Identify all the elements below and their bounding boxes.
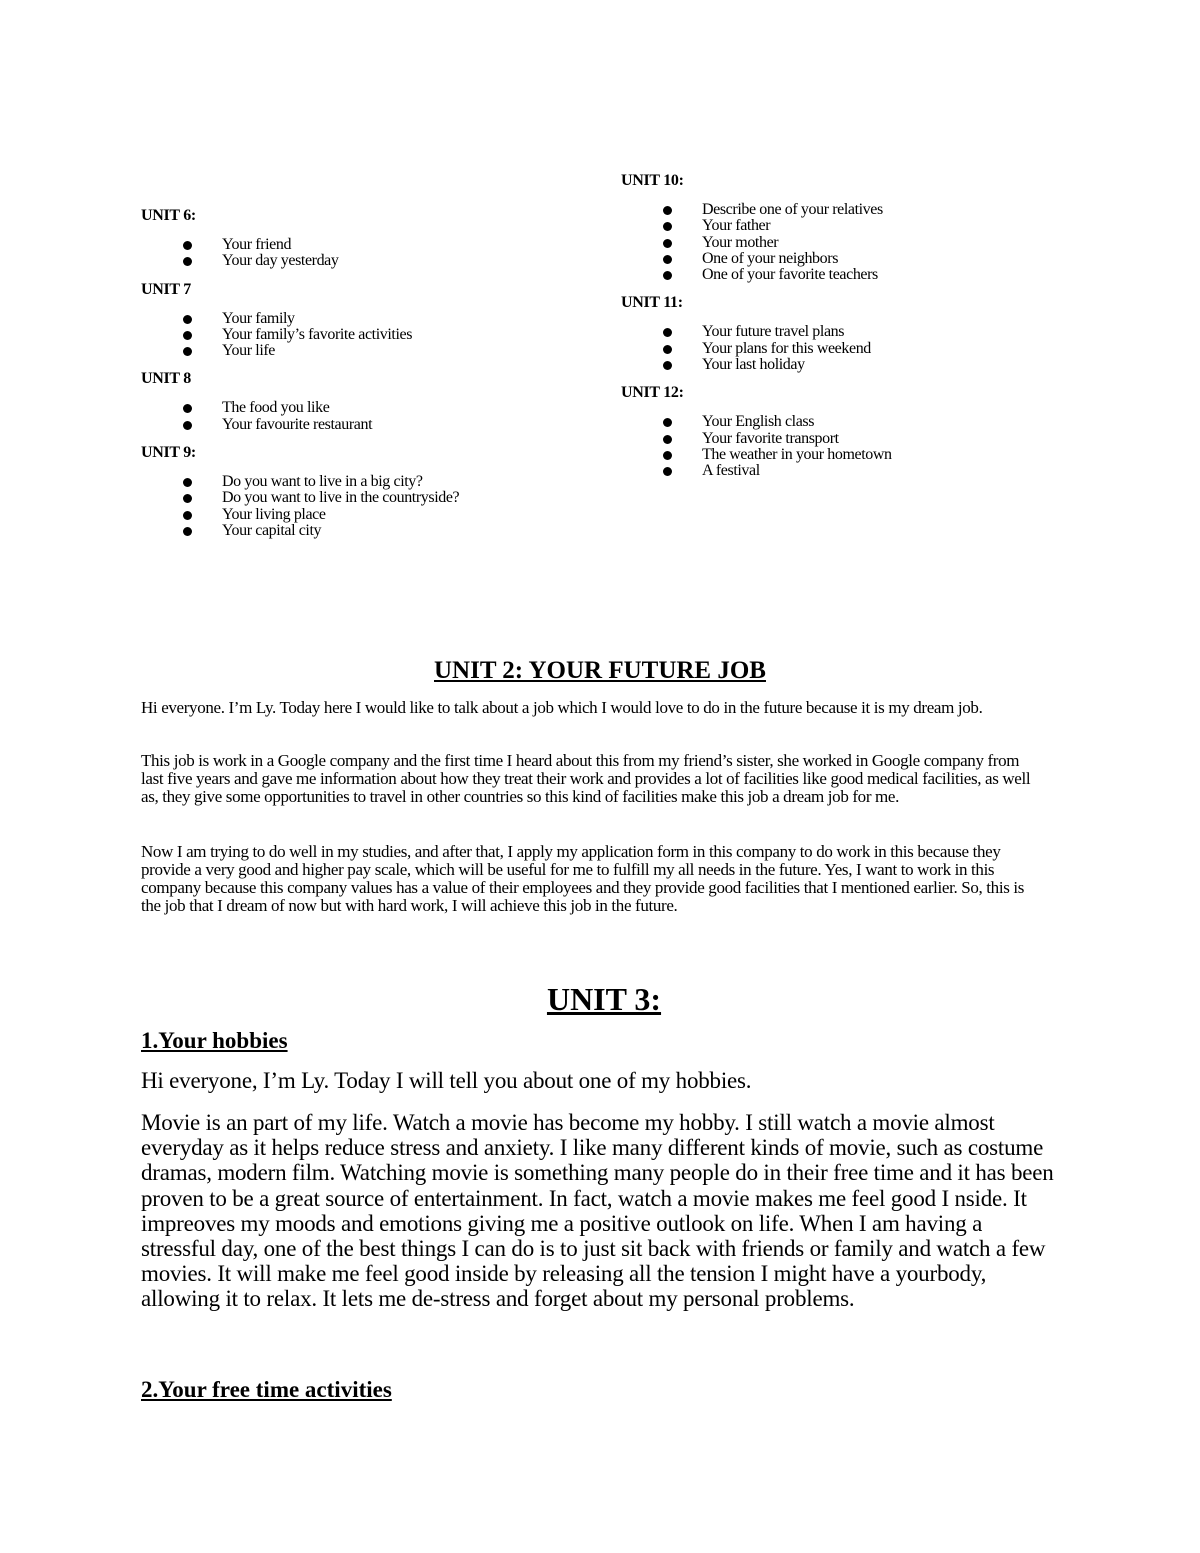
list-item: Your favorite transport: [621, 431, 1081, 447]
bullet-icon: [663, 345, 672, 354]
bullet-icon: [663, 435, 672, 444]
list-item: Your capital city: [141, 523, 581, 539]
bullet-icon: [663, 418, 672, 427]
unit-7-block: [141, 280, 581, 360]
list-item: Your friend: [141, 237, 581, 253]
unit-8-list: [141, 400, 581, 433]
unit-11-list: [621, 324, 1081, 373]
unit-7-title: UNIT 7: [141, 280, 191, 298]
bullet-icon: [663, 206, 672, 215]
unit-9-title: UNIT 9:: [141, 444, 196, 462]
list-item: Do you want to live in the countryside?: [141, 490, 581, 506]
bullet-icon: [663, 255, 672, 264]
list-item: Your day yesterday: [141, 253, 581, 269]
list-item: Your living place: [141, 507, 581, 523]
unit-9-block: [141, 443, 581, 539]
hobbies-heading: 1.Your hobbies: [141, 1028, 288, 1053]
list-item: Your family’s favorite activities: [141, 327, 581, 343]
list-item: Your future travel plans: [621, 324, 1081, 340]
list-item: Your favourite restaurant: [141, 417, 581, 433]
list-item: Your last holiday: [621, 357, 1081, 373]
list-item: Your mother: [621, 235, 1081, 251]
bullet-icon: [183, 494, 192, 503]
bullet-icon: [663, 222, 672, 231]
list-item: Your English class: [621, 414, 1081, 430]
unit-6-block: [141, 206, 581, 270]
unit-6-list: [141, 237, 581, 270]
unit-12-title: UNIT 12:: [621, 384, 684, 402]
bullet-icon: [183, 241, 192, 250]
bullet-icon: [663, 467, 672, 476]
unit-8-title: UNIT 8: [141, 370, 191, 388]
bullet-icon: [183, 478, 192, 487]
bullet-icon: [663, 271, 672, 280]
bullet-icon: [183, 527, 192, 536]
list-item: Your life: [141, 343, 581, 359]
list-item: Describe one of your relatives: [621, 202, 1081, 218]
hobbies-intro: Hi everyone, I’m Ly. Today I will tell you about one of my hobbies.: [141, 1068, 752, 1093]
list-item: Your father: [621, 218, 1081, 234]
list-item: The food you like: [141, 400, 581, 416]
unit-7-list: [141, 311, 581, 360]
bullet-icon: [183, 511, 192, 520]
bullet-icon: [183, 315, 192, 324]
left-unit-column: [141, 206, 581, 549]
unit-10-title: UNIT 10:: [621, 172, 684, 189]
list-item: The weather in your hometown: [621, 447, 1081, 463]
bullet-icon: [663, 328, 672, 337]
right-unit-column: [621, 171, 1081, 490]
unit-6-title: UNIT 6:: [141, 207, 196, 224]
unit-2-paragraph-1: Hi everyone. I’m Ly. Today here I would like to talk about a job which I would love to do in the future because it is my dream job.: [141, 698, 983, 717]
list-item: Do you want to live in a big city?: [141, 474, 581, 490]
unit-2-heading: UNIT 2: YOUR FUTURE JOB: [434, 657, 766, 684]
unit-2-paragraph-3: Now I am trying to do well in my studies, and after that, I apply my application form in this company to do work in this because they provide a very good and higher pay scale, which will be useful for me to fulfill my all needs in the future. Yes, I want to work in this company because this company values has a value of their employees and they provide good facilities that I mentioned earlier. So, this is the job that I dream of now but with hard work, I will achieve this job in the future.: [141, 842, 1025, 915]
list-item: Your plans for this weekend: [621, 341, 1081, 357]
bullet-icon: [183, 257, 192, 266]
unit-8-block: [141, 369, 581, 433]
unit-10-block: [621, 171, 1081, 283]
list-item: One of your neighbors: [621, 251, 1081, 267]
bullet-icon: [183, 404, 192, 413]
bullet-icon: [663, 239, 672, 248]
unit-12-block: [621, 383, 1081, 479]
bullet-icon: [183, 331, 192, 340]
unit-11-block: [621, 293, 1081, 373]
bullet-icon: [663, 451, 672, 460]
free-time-heading: 2.Your free time activities: [141, 1377, 392, 1402]
unit-11-title: UNIT 11:: [621, 294, 683, 312]
list-item: Your family: [141, 311, 581, 327]
list-item: One of your favorite teachers: [621, 267, 1081, 283]
bullet-icon: [183, 421, 192, 430]
bullet-icon: [663, 361, 672, 370]
unit-10-list: [621, 202, 1081, 283]
unit-9-list: [141, 474, 581, 539]
unit-3-heading: UNIT 3:: [546, 981, 662, 1017]
hobbies-body: Movie is an part of my life. Watch a movie has become my hobby. I still watch a movie almost everyday as it helps reduce stress and anxiety. I like many different kinds of movie, such as costume dramas, modern film. Watching movie is something many people do in their free time and it has been proven to be a great source of entertainment. In fact, watch a movie makes me feel good I nside. It impreoves my moods and emotions giving me a positive outlook on life. When I am having a stressful day, one of the best things I can do is to just sit back with friends or family and watch a few movies. It will make me feel good inside by releasing all the tension I might have a yourbody, allowing it to relax. It lets me de-stress and forget about my personal problems.: [141, 1110, 1054, 1312]
bullet-icon: [183, 347, 192, 356]
list-item: A festival: [621, 463, 1081, 479]
unit-12-list: [621, 414, 1081, 479]
unit-2-paragraph-2: This job is work in a Google company and the first time I heard about this from my friend’s sister, she worked in Google company from last five years and gave me information about how they treat their work and provides a lot of facilities like good medical facilities, as well as, they give some opportunities to travel in other countries so this kind of facilities make this job a dream job for me.: [141, 751, 1031, 806]
